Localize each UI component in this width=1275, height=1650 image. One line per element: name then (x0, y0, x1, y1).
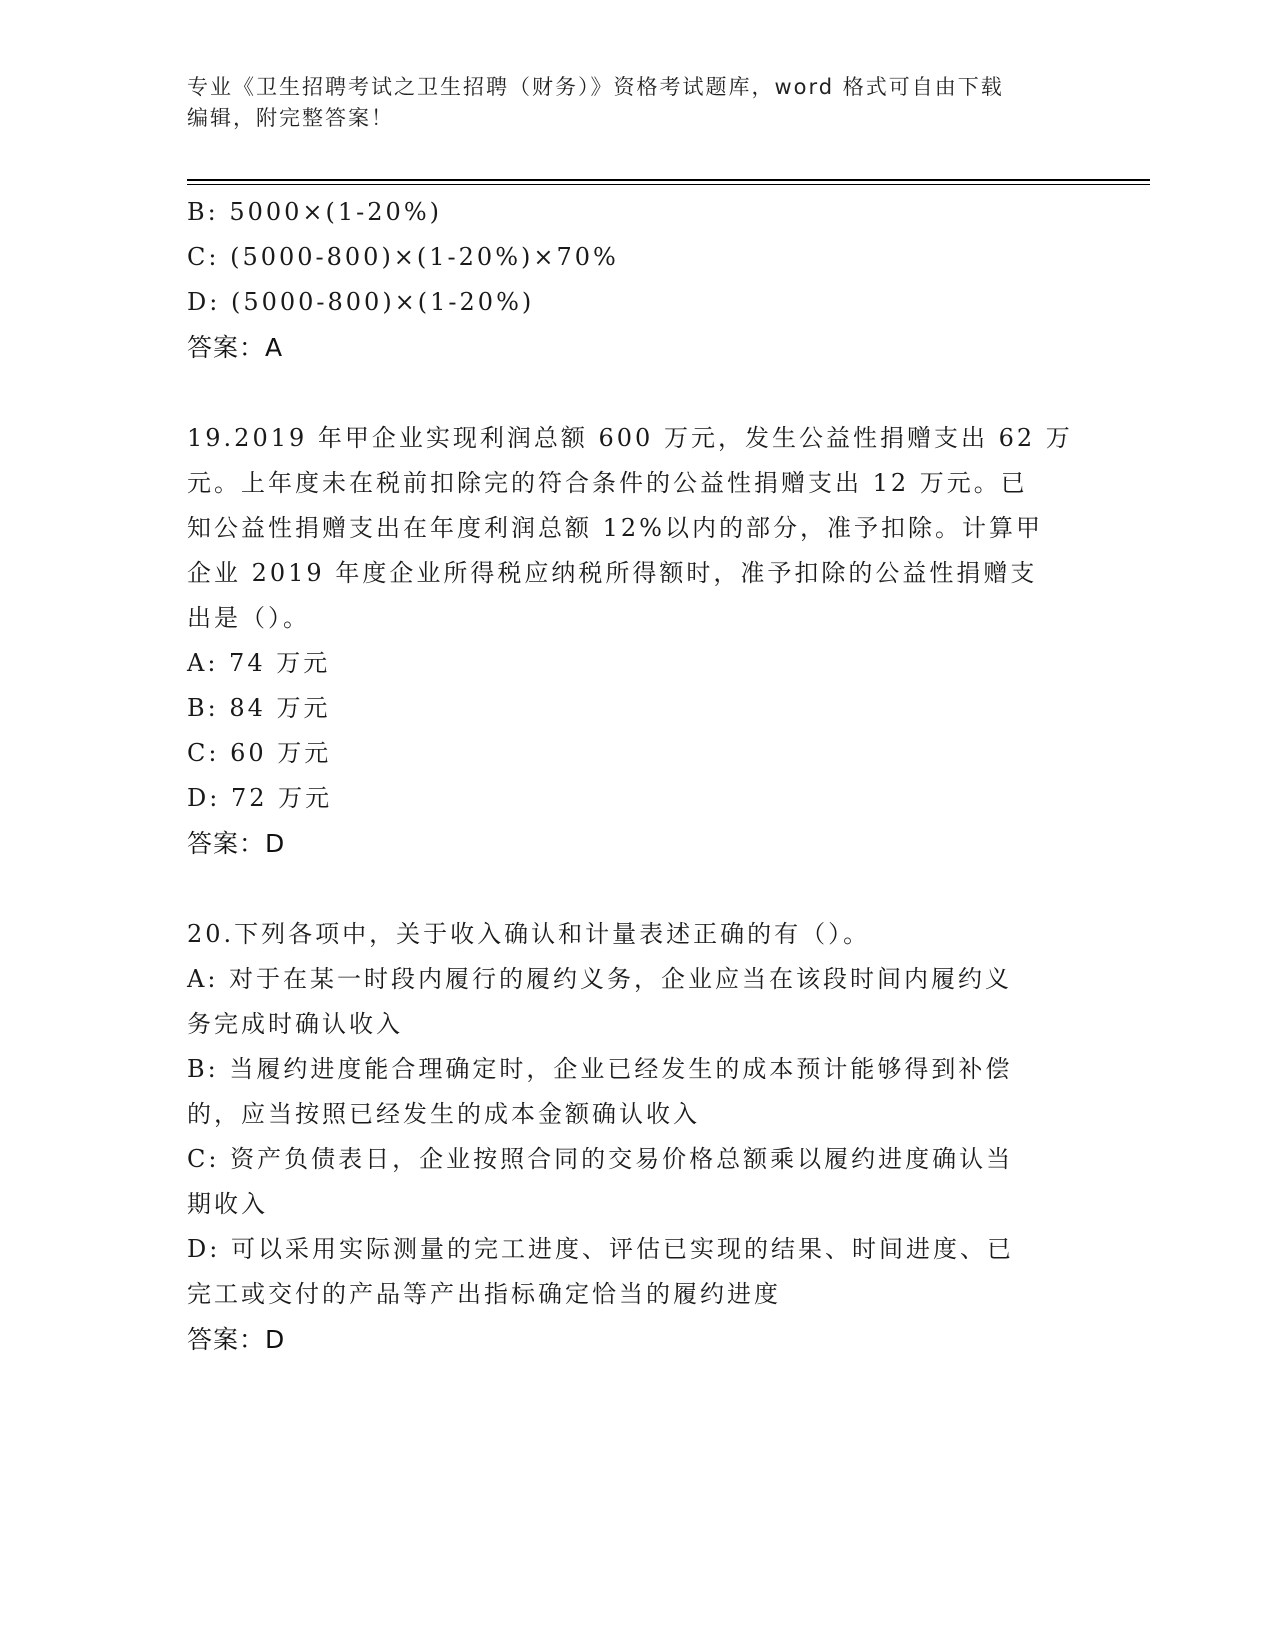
option-d: D: 72 万元 (187, 784, 333, 812)
document-header (187, 72, 1067, 134)
header-line-1: 专业《卫生招聘考试之卫生招聘（财务）》资格考试题库，word 格式可自由下载 (187, 75, 1004, 99)
option-a: A: 对于在某一时段内履行的履约义务，企业应当在该段时间内履约义 (187, 965, 1013, 993)
question-stem-line: 企业 2019 年度企业所得税应纳税所得额时，准予扣除的公益性捐赠支 (187, 559, 1038, 587)
option-c: C: 60 万元 (187, 739, 332, 767)
question-stem-line: 知公益性捐赠支出在年度利润总额 12%以内的部分，准予扣除。计算甲 (187, 514, 1043, 542)
option-b: B: 当履约进度能合理确定时，企业已经发生的成本预计能够得到补偿 (187, 1055, 1013, 1083)
option-b: B: 84 万元 (187, 694, 331, 722)
header-divider-thin (187, 184, 1150, 185)
answer: 答案：D (187, 829, 286, 858)
header-divider-thick (187, 179, 1150, 181)
option-c-continued: 期收入 (187, 1190, 268, 1218)
option-d: D: (5000-800)×(1-20%) (187, 288, 535, 316)
option-b-continued: 的，应当按照已经发生的成本金额确认收入 (187, 1100, 700, 1128)
question-content (187, 190, 1077, 1363)
answer: 答案：D (187, 1325, 286, 1354)
option-d-continued: 完工或交付的产品等产出指标确定恰当的履约进度 (187, 1280, 781, 1308)
question-stem-line: 出是（）。 (187, 604, 310, 632)
question-stem: 20.下列各项中，关于收入确认和计量表述正确的有（）。 (187, 920, 871, 948)
option-a-continued: 务完成时确认收入 (187, 1010, 403, 1038)
question-19 (187, 416, 1077, 867)
option-a: A: 74 万元 (187, 649, 331, 677)
option-c: C: (5000-800)×(1-20%)×70% (187, 243, 619, 271)
option-d: D: 可以采用实际测量的完工进度、评估已实现的结果、时间进度、已 (187, 1235, 1014, 1263)
answer: 答案：A (187, 333, 284, 362)
question-stem-line: 元。上年度未在税前扣除完的符合条件的公益性捐赠支出 12 万元。已 (187, 469, 1028, 497)
header-line-2: 编辑，附完整答案！ (187, 106, 394, 130)
option-b: B: 5000×(1-20%) (187, 198, 442, 226)
option-c: C: 资产负债表日，企业按照合同的交易价格总额乘以履约进度确认当 (187, 1145, 1014, 1173)
question-stem-line: 19.2019 年甲企业实现利润总额 600 万元，发生公益性捐赠支出 62 万 (187, 424, 1073, 452)
question-18-options (187, 190, 1077, 371)
question-20 (187, 912, 1077, 1363)
